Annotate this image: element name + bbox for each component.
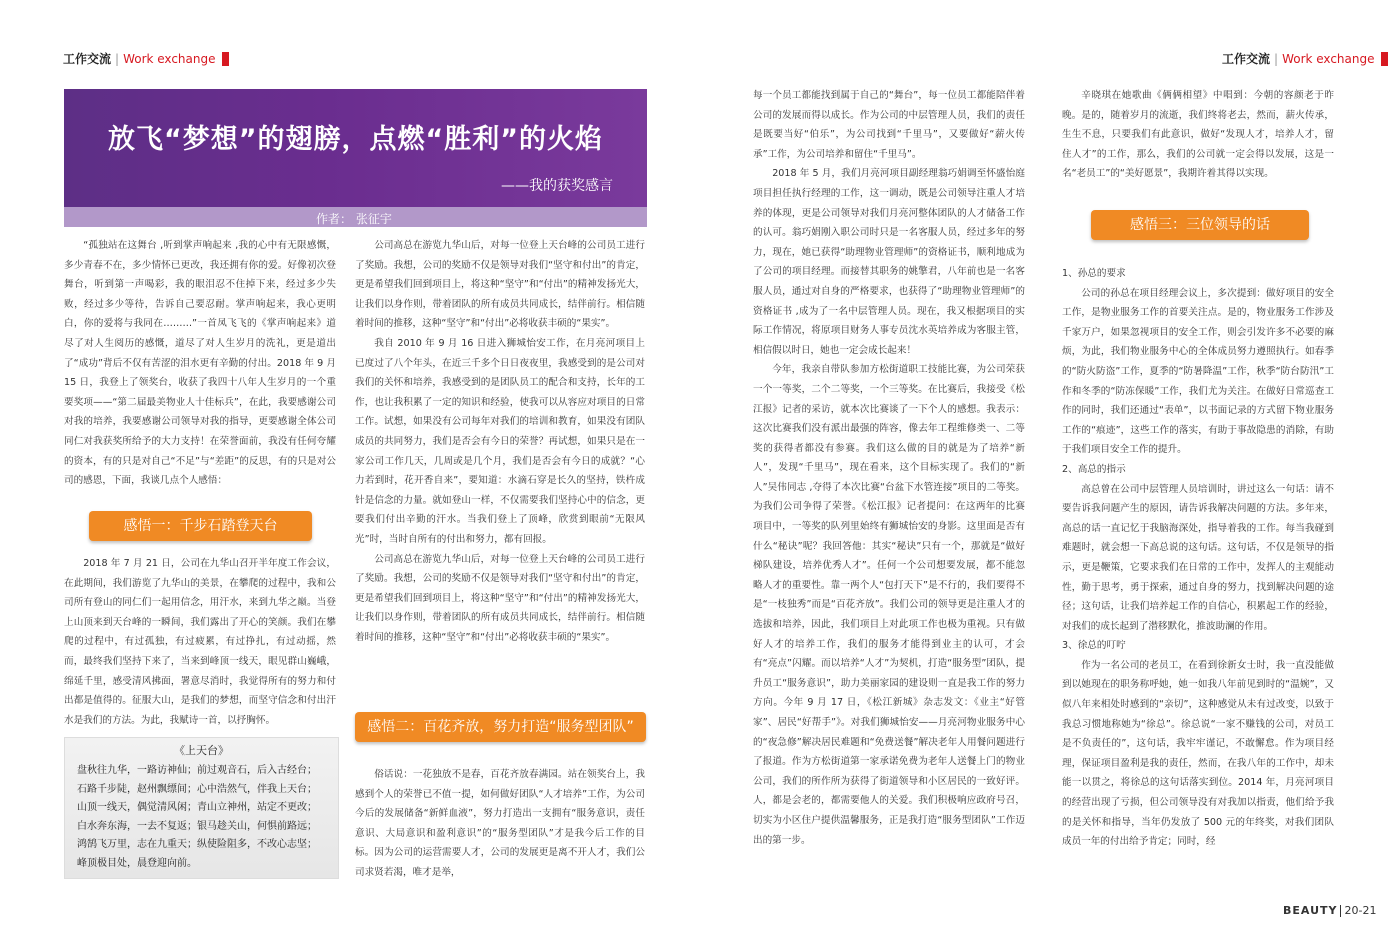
footer-brand: BEAUTY	[1283, 904, 1338, 917]
paragraph: 每一个员工都能找到属于自己的“舞台”，每一位员工都能陪伴着公司的发展而得以成长。作为公司的中层管理人员，我们的责任是既要当好“伯乐”，为公司找到“千里马”，又要做好“薪火传承”工作，为公司培养和留住“千里马”。	[753, 90, 1025, 160]
poem-title: 《上天台》	[174, 744, 229, 757]
poem-lines	[65, 758, 338, 877]
author-bar	[64, 207, 647, 227]
text-column-3	[753, 86, 1025, 850]
paragraph: 公司高总在游览九华山后，对每一位登上天台峰的公司员工进行了奖励。我想，公司的奖励不仅是领导对我们“坚守和付出”的肯定，更是希望我们回到项目上，将这种“坚守”和“付出”的精神发扬光大，让我们以身作则，带着团队的所有成员共同成长，结伴前行。相信随着时间的推移，这种“坚守”和“付出”必将收获丰硕的“果实”。	[355, 553, 645, 643]
header-section-en: Work exchange	[1282, 51, 1375, 66]
subheading: 3、徐总的叮咛	[1062, 640, 1126, 652]
text-column-4	[1062, 86, 1334, 184]
text-column-2b	[355, 765, 645, 883]
header-section-en: Work exchange	[123, 51, 216, 66]
subheading: 2、高总的指示	[1062, 463, 1126, 475]
text-column-4b	[1062, 264, 1334, 852]
section-heading-3: 感悟三：三位领导的话	[1091, 210, 1309, 240]
paragraph: 公司高总在游览九华山后，对每一位登上天台峰的公司员工进行了奖励。我想，公司的奖励不仅是领导对我们“坚守和付出”的肯定，更是希望我们回到项目上，将这种“坚守”和“付出”的精神发扬光大，让我们以身作则，带着团队的所有成员共同成长，结伴前行。相信随着时间的推移，这种“坚守”和“付出”必将收获丰硕的“果实”。	[355, 240, 645, 330]
poem-line: 白水奔东海，一去不复返；银马趁关山，何惧前路远；	[77, 820, 317, 832]
poem-line: 石路千步陡，赵州飘缥间；心中浩然气，伴我上天台；	[77, 783, 317, 795]
header-section-cn: 工作交流	[1222, 52, 1271, 66]
paragraph: 2018 年 5 月，我们月亮河项目副经理翁巧娟调至怀盛怡庭项目担任执行经理的工作，这一调动，既是公司领导注重人才培养的体现，更是公司领导对我们月亮河整体团队的人才储备工作的认可。翁巧娟刚入职公司时只是一名客服人员，经过多年的努力，现在，她已获得“助理物业管理师”的资格证书，顺利地成为了公司的项目经理。而接替其职务的姚擎君，八年前也是一名客服人员，通过对自身的严格要求，也获得了“助理物业管理师”的资格证书 ,成为了一名中层管理人员。现在，我又根据项目的实际工作情况，将原项目财务人事专员沈水英培养成为客服主管，相信假以时日，她也一定会成长起来！	[753, 168, 1025, 356]
poem-line: 峰顶极目处，晨登迎向前。	[77, 857, 197, 869]
article-subtitle: ——我的获奖感言	[501, 178, 613, 194]
page-footer	[1283, 904, 1376, 917]
article-author: 作者： 张征宇	[316, 212, 392, 226]
header-red-mark	[222, 52, 229, 66]
paragraph: 高总曾在公司中层管理人员培训时，讲过这么一句话：请不要告诉我问题产生的原因，请告诉我解决问题的方法。多年来，高总的话一直记忆于我脑海深处，指导着我的工作。每当我碰到难题时，就会想一下高总说的这句话。这句话，不仅是领导的指示，更是鞭策，它要求我们在日常的工作中，发挥人的主观能动性，勤于思考，勇于探索，通过自身的努力，找到解决问题的途径；这句话，让我们培养起工作的自信心，积累起工作的经验，对我们的成长起到了潜移默化，推波助澜的作用。	[1062, 483, 1334, 632]
poem-line: 山顶一线天，偶觉清风闲；青山立神州，站定不更改；	[77, 802, 317, 813]
text-column-2	[355, 236, 645, 647]
paragraph: “孤独站在这舞台 ,听到掌声响起来 ,我的心中有无限感慨，多少青春不在，多少情怀已更改，我还拥有你的爱。好像初次登舞台，听到第一声喝彩，我的眼泪忍不住掉下来，经过多少失败，经过多少等待，告诉自己要忍耐。掌声响起来，我心更明白，你的爱将与我同在………”一首凤飞飞的《掌声响起来》道尽了对人生阅历的感慨，道尽了对人生岁月的洗礼，更是道出了“成功”背后不仅有苦涩的泪水更有辛勤的付出。2018 年 9 月 15 日，我登上了领奖台，收获了我四十八年人生岁月的一个重要奖项——“第二届最美物业人十佳标兵”，在此，我要感谢公司对我的培养，我要感谢公司领导对我的指导，更要感谢全体公司同仁对我获奖所给予的大力支持！在荣誉面前，我没有任何夸耀的资本，有的只是对自己“不足”与“差距”的反思，有的只是对公司的感恩，下面，我谈几点个人感悟：	[64, 240, 336, 487]
text-column-1b	[64, 554, 336, 730]
subheading: 1、孙总的要求	[1062, 268, 1126, 279]
header-section-cn: 工作交流	[63, 52, 112, 66]
paragraph: 我自 2010 年 9 月 16 日进入狮城怡安工作，在月亮河项目上已度过了八个年头，在近三千多个日日夜夜里，我感受到的是公司对我们的关怀和培养，我感受到的是团队员工的配合和支持，长年的工作，也让我积累了一定的知识和经验，使我可以从容应对项目的日常工作。试想，如果没有公司每年对我们的培训和教育，如果没有团队成员的共同努力，我们是否会有今日的荣誉？再试想，如果只是在一家公司工作几天，几周或是几个月，我们是否会有今日的成就？“心力若到时，花开香自来”，要知道：水滴石穿是长久的坚持，铁杵成针是信念的力量。就如登山一样，不仅需要我们坚持心中的信念，更要我们付出辛勤的汗水。当我们登上了顶峰，欣赏到眼前“无限风光”时，当时自所有的付出和努力，都有回报。	[355, 337, 645, 545]
page-header-right: 工作交流 | Work exchange	[1222, 50, 1388, 67]
article-title-block	[64, 89, 647, 207]
page-header-left: 工作交流 | Work exchange	[63, 50, 229, 67]
poem-box	[64, 737, 339, 879]
paragraph: 辛晓琪在她歌曲《俩俩相望》中唱到：今朝的容颜老于昨晚。是的，随着岁月的流逝，我们终将老去，然而，薪火传承，生生不息，只要我们有此意识，做好“发现人才，培养人才，留住人才”的工作，那么，我们的公司就一定会得以发展，这是一名“老员工”的“美好愿景”，我期许着其得以实现。	[1062, 90, 1334, 180]
paragraph: 公司的孙总在项目经理会议上，多次提到：做好项目的安全工作，是物业服务工作的首要关注点。是的，物业服务工作涉及千家万户，如果忽视项目的安全工作，则会引发许多不必要的麻烦，为此，我们物业服务中心的全体成员努力遵照执行。如春季的“防火防盗”工作，夏季的“防暑降温”工作，秋季“防台防汛”工作和冬季的“防冻保暖”工作，我们尤为关注。在做好日常巡查工作的同时，我们还通过“表单”，以书面记录的方式留下物业服务工作的“痕迹”，这些工作的落实，有助于事故隐患的消除，有助于我们项目安全工作的提升。	[1062, 287, 1334, 456]
paragraph: 作为一名公司的老员工，在看到徐新女士时，我一直没能做到以她现在的职务称呼她，她一如我八年前见到时的“温婉”，又似八年来相处时感到的“亲切”，这种感觉从未有过改变，以致于我总习惯地称她为“徐总”。徐总说“一家不赚钱的公司，对员工是不负责任的”，这句话，我牢牢谨记，不敢懈怠。作为项目经理，保证项目盈利是我的责任，然而，在我八年的工作中，却未能一以贯之，将徐总的这句话落实到位。2014 年，月亮河项目的经营出现了亏损，但公司领导没有对我加以指责，他们给予我的是关怀和指导，当年仍发放了 500 元的年终奖，对我们团队成员一年的付出给予肯定；同时，经	[1062, 659, 1334, 848]
paragraph: 俗话说：一花独放不是春，百花齐放春满园。站在领奖台上，我感到个人的荣誉已不值一提，如何做好团队“人才培养”工作，为公司今后的发展储备“新鲜血液”，努力打造出一支拥有“服务意识，责任意识、大局意识和盈利意识”的“服务型团队”才是我今后工作的目标。因为公司的运营需要人才，公司的发展更是离不开人才，我们公司求贤若渴，唯才是举，	[355, 769, 645, 878]
poem-line: 盘秋往九华，一路访神仙；前过观音石，后入古经台；	[77, 765, 317, 776]
poem-line: 鸿鹄飞万里，志在九重天；纵使险阻多，不改心志坚；	[77, 839, 317, 850]
paragraph: 2018 年 7 月 21 日，公司在九华山召开半年度工作会议，在此期间，我们游览了九华山的美景，在攀爬的过程中，我和公司所有登山的同仁们一起用信念，用汗水，来到九华之巅。当登上山顶来到天台峰的一瞬间，我们露出了开心的笑颜。我们在攀爬的过程中，有过孤独，有过疲累，有过挣扎，有过动摇，然而，最终我们坚持下来了，当来到峰顶一线天，眼见群山巍峨，绵延千里，感受清风拂面，署意尽消时，我觉得所有的努力和付出都是值得的。征服大山，是我们的梦想，而坚守信念和付出汗水是我们的方法。为此，我赋诗一首，以抒胸怀。	[64, 558, 336, 726]
article-title: 放飞“梦想”的翅膀，点燃“胜利”的火焰	[108, 124, 603, 155]
text-column-1	[64, 236, 336, 491]
section-heading-2: 感悟二：百花齐放，努力打造“服务型团队”	[355, 712, 646, 742]
page-numbers: 20-21	[1344, 904, 1377, 917]
paragraph: 今年，我亲自带队参加方松街道职工技能比赛，为公司荣获一个一等奖，二个二等奖，一个三等奖。在比赛后，我接受《松江报》记者的采访，就本次比赛谈了一下个人的感想。我表示：这次比赛我们没有派出最强的阵容，像去年工程维修类一、二等奖的获得者都没有参赛。我们这么做的目的就是为了培养“新人”，发现“千里马”，现在看来，这个目标实现了。我们的“新人”吴伟同志 ,夺得了本次比赛“台盆下水管连接”项目的二等奖。为我们公司争得了荣誉。《松江报》记者提问：在这两年的比赛项目中，一等奖的队列里始终有狮城怡安的身影。这里面是否有什么“秘诀”呢？我回答他：其实“秘诀”只有一个，那就是“做好梯队建设，培养优秀人才”。任何一个公司想要发展，都不能忽略人才的重要性。靠一两个人“包打天下”是不行的，我们要得不是“一枝独秀”而是“百花齐放”。我们公司的领导更是注重人才的选拔和培养，因此，我们项目上对此项工作也极为重视。只有做好人才的培养工作，我们的服务才能得到业主的认可，才会有“亮点”闪耀。而以培养“人才”为契机，打造“服务型”团队，提升员工“服务意识”，助力美丽家园的建设则一直是我工作的努力方向。今年 9 月 17 日，《松江新城》杂志发文：《业主“好管家”、居民“好帮手”》。对我们狮城怡安——月亮河物业服务中心的“夜急修”解决居民难题和“免费送餐”解决老年人用餐问题进行了报道。作为方松街道第一家承诺免费为老年人送餐上门的物业公司，我们的所作所为获得了街道领导和小区居民的一致好评。人，都是会老的，都需要他人的关爱。我们积极响应政府号召，切实为小区住户提供温馨服务，正是我打造“服务型团队”工作迈出的第一步。	[753, 364, 1025, 846]
section-heading-1: 感悟一：千步石踏登天台	[89, 511, 312, 541]
header-red-mark	[1381, 52, 1388, 66]
